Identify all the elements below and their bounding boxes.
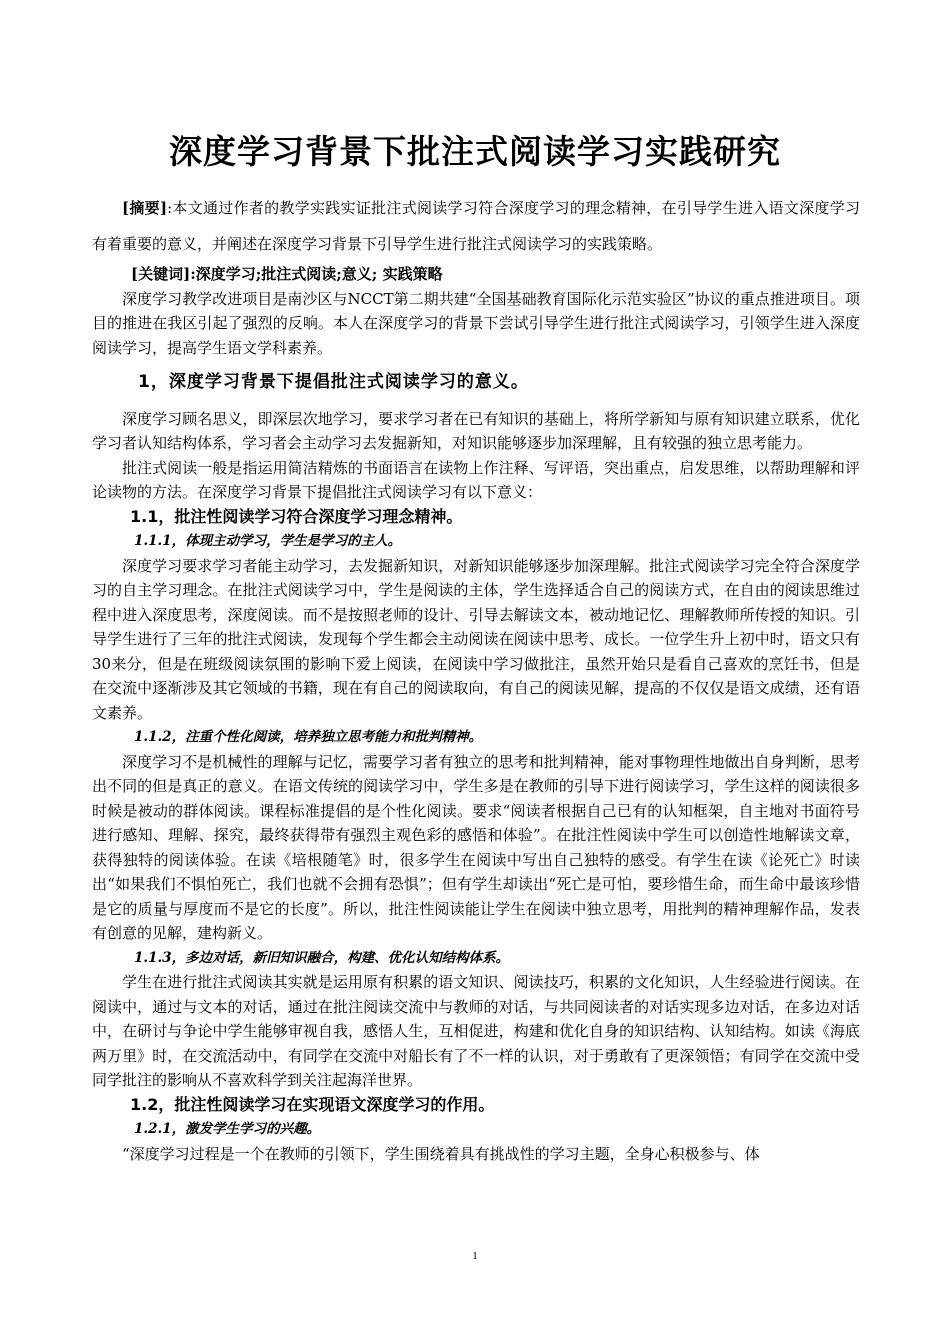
abstract: [92, 190, 860, 262]
paragraph-1-1-1: 深度学习要求学习者能主动学习，去发掘新知识，对新知识能够逐步加深理解。批注式阅读学习完全符合深度学习的自主学习理念。在批注式阅读学习中，学生是阅读的主体，学生选择适合自己的阅读方式，在自由的阅读思维过程中进入深度思考，深度阅读。而不是按照老师的设计、引导去解读文本，被动地记忆、理解教师所传授的知识。引导学生进行了三年的批注式阅读，发现每个学生都会主动阅读在阅读中思考、成长。一位学生升上初中时，语文只有30来分，但是在班级阅读氛围的影响下爱上阅读，在阅读中学习做批注，虽然开始只是看自己喜欢的烹饪书，但是在交流中逐渐涉及其它领域的书籍，现在有自己的阅读取向，有自己的阅读见解，提高的不仅仅是语文成绩，还有语文素养。: [92, 556, 860, 722]
heading-1-1: 1.1，批注性阅读学习符合深度学习理念精神。: [130, 506, 463, 526]
paragraph-1-1-2: 深度学习不是机械性的理解与记忆，需要学习者有独立的思考和批判精神，能对事物理性地做出自身判断，思考出不同的但是真正的意义。在语文传统的阅读学习中，学生多是在教师的引导下进行阅读学习，学生这样的阅读很多时候是被动的群体阅读。课程标准提倡的是个性化阅读。要求“阅读者根据自己已有的认知框架，自主地对书面符号进行感知、理解、探究，最终获得带有强烈主观色彩的感悟和体验”。在批注性阅读中学生可以创造性地解读文章，获得独特的阅读体验。在读《培根随笔》时，很多学生在阅读中写出自己独特的感受。有学生在读《论死亡》时读出“如果我们不惧怕死亡，我们也就不会拥有恐惧”；但有学生却读出“死亡是可怕，要珍惜生命，而生命中最该珍惜是它的质量与厚度而不是它的长度”。所以，批注性阅读能让学生在阅读中独立思考，用批判的精神理解作品，发表有创意的见解，建构新义。: [92, 752, 860, 942]
document-title: 深度学习背景下批注式阅读学习实践研究: [169, 132, 781, 171]
section-1-paragraph-2: 批注式阅读一般是指运用简洁精炼的书面语言在读物上作注释、写评语，突出重点，启发思维，以帮助理解和评论读物的方法。在深度学习背景下提倡批注式阅读学习有以下意义：: [92, 458, 860, 501]
heading-1-1-2: 1.1.2，注重个性化阅读，培养独立思考能力和批判精神。: [134, 729, 483, 745]
section-1-heading: 1，深度学习背景下提倡批注式阅读学习的意义。: [138, 372, 529, 392]
heading-1-2: 1.2，批注性阅读学习在实现语文深度学习的作用。: [130, 1094, 495, 1114]
section-1-paragraph-1: 深度学习顾名思义，即深层次地学习，要求学习者在已有知识的基础上，将所学新知与原有知识建立联系，优化学习者认知结构体系，学习者会主动学习去发掘新知，对知识能够逐步加深理解，且有较强的独立思考能力。: [92, 409, 860, 452]
heading-1-1-3: 1.1.3，多边对话，新旧知识融合，构建、优化认知结构体系。: [134, 949, 510, 966]
document-body: [92, 190, 860, 1166]
heading-1-2-1: 1.2.1，激发学生学习的兴趣。: [134, 1121, 321, 1137]
paragraph-1-1-3: 学生在进行批注式阅读其实就是运用原有积累的语文知识、阅读技巧，积累的文化知识，人生经验进行阅读。在阅读中，通过与文本的对话，通过在批注阅读交流中与教师的对话，与共同阅读者的对话实现多边对话，在多边对话中，在研讨与争论中学生能够审视自我，感悟人生，互相促进，构建和优化自身的知识结构、认知结构。如读《海底两万里》时，在交流活动中，有同学在交流中对船长有了不一样的认识，对于勇敢有了更深领悟；有同学在交流中受同学批注的影响从不喜欢科学到关注起海洋世界。: [92, 973, 860, 1089]
heading-1-1-1: 1.1.1，体现主动学习，学生是学习的主人。: [134, 533, 402, 549]
abstract-text: :本文通过作者的教学实践实证批注式阅读学习符合深度学习的理念精神，在引导学生进入语文深度学习有着重要的意义，并阐述在深度学习背景下引导学生进行批注式阅读学习的实践策略。: [92, 199, 860, 253]
abstract-label: [摘要]: [122, 199, 168, 217]
intro-paragraph: 深度学习教学改进项目是南沙区与NCCT第二期共建“全国基础教育国际化示范实验区”协议的重点推进项目。项目的推进在我区引起了强烈的反响。本人在深度学习的背景下尝试引导学生进行批注式阅读学习，引领学生进入深度阅读学习，提高学生语文学科素养。: [92, 289, 860, 357]
keywords: [关键词]:深度学习;批注式阅读;意义; 实践策略: [131, 265, 443, 283]
page-number: 1: [472, 1250, 478, 1262]
paragraph-1-2-1: “深度学习过程是一个在教师的引领下，学生围绕着具有挑战性的学习主题，全身心积极参与、体: [122, 1144, 760, 1163]
